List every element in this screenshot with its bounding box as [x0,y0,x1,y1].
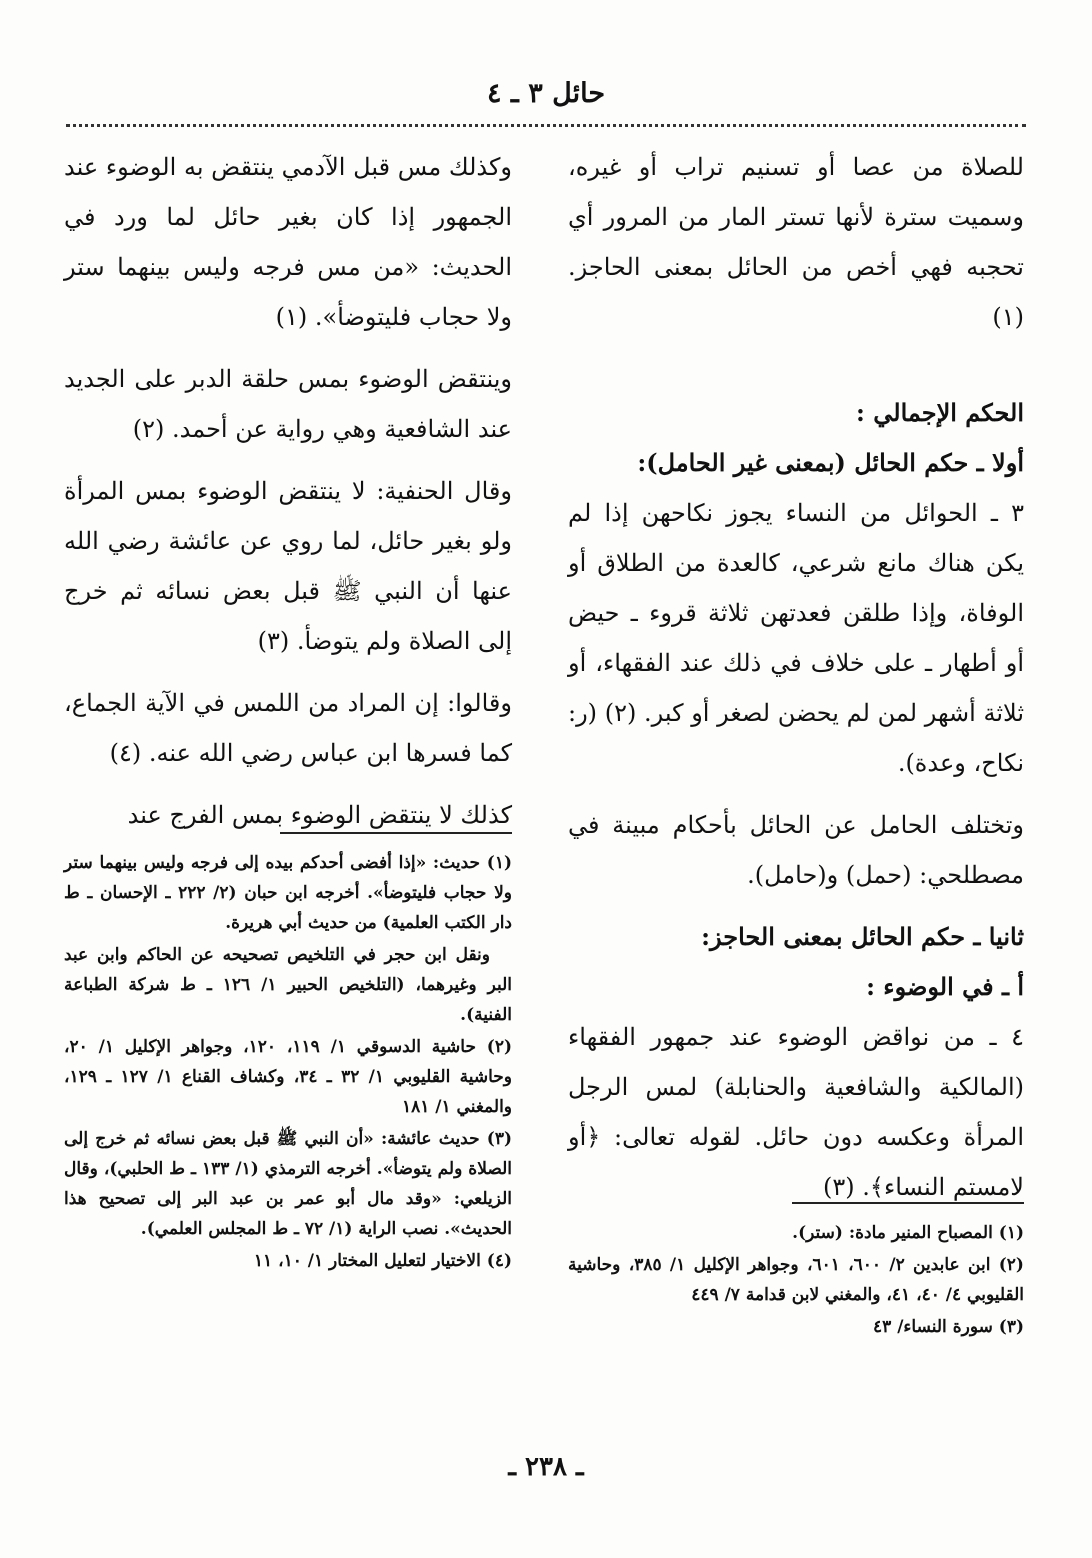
right-paragraph-differ: وتختلف الحامل عن الحائل بأحكام مبينة في مصطلحي: (حمل) و(حامل). [568,811,1024,889]
right-paragraph-4: ٤ ـ من نواقض الوضوء عند جمهور الفقهاء (المالكية والشافعية والحنابلة) لمس الرجل المرأة وعكسه دون حائل. لقوله تعالى: ﴿أو لامستم النساء﴾. (٣) [568,1023,1024,1201]
left-paragraph-4: وقالوا: إن المراد من اللمس في الآية الجماع، كما فسرها ابن عباس رضي الله عنه. (٤) [64,689,512,767]
left-column [64,142,512,1278]
running-head: حائل ٣ ـ ٤ [486,78,606,109]
page-number: ـ ٢٣٨ ـ [508,1452,584,1482]
right-main-text [568,142,1024,1202]
footnote-item: (٣) حديث عائشة: «أن النبي ﷺ قبل بعض نسائه ثم خرج إلى الصلاة ولم يتوضأ». أخرجه الترمذي (١/ ١٣٣ ـ ط الحلبي)، وقال الزيلعي: «وقد مال أبو عمر بن عبد البر إلى تصحيح هذا الحديث». نصب الراية (١/ ٧٢ ـ ط المجلس العلمي). [64,1129,512,1239]
right-paragraph-sutra: للصلاة من عصا أو تسنيم تراب أو غيره، وسميت سترة لأنها تستر المار من المرور أي تحجبه فهي أخص من الحائل بمعنى الحاجز. (١) [568,153,1024,331]
footnote-item: (١) المصباح المنير مادة: (ستر). [792,1223,1024,1243]
left-footnotes [64,848,512,1276]
left-paragraph-3: وقال الحنفية: لا ينتقض الوضوء بمس المرأة ولو بغير حائل، لما روي عن عائشة رضي الله عنها أن النبي ﷺ قبل بعض نسائه ثم خرج إلى الصلاة ولم يتوضأ. (٣) [64,477,512,655]
footnote-item: ونقل ابن حجر في التلخيص تصحيحه عن الحاكم وابن عبد البر وغيرهما، (التلخيص الحبير ١/ ١٢٦ ـ ط شركة الطباعة الفنية). [64,945,512,1025]
footnote-item: (١) حديث: «إذا أفضى أحدكم بيده إلى فرجه وليس بينهما ستر ولا حجاب فليتوضأ». أخرجه ابن حبان (٢/ ٢٢٢ ـ الإحسان ـ ط دار الكتب العلمية) من حديث أبي هريرة. [64,853,512,933]
footnote-item: (٢) ابن عابدين ٢/ ٦٠٠، ٦٠١، وجواهر الإكليل ١/ ٣٨٥، وحاشية القليوبي ٤/ ٤٠، ٤١، والمغني لابن قدامة ٧/ ٤٤٩ [568,1255,1024,1305]
heading-first-section: أولا ـ حكم الحائل (بمعنى غير الحامل): [637,448,1024,477]
header-dotted-rule [66,124,1026,127]
heading-second-section: ثانيا ـ حكم الحائل بمعنى الحاجز: [701,922,1024,951]
right-column [568,142,1024,1344]
footnote-item: (٢) حاشية الدسوقي ١/ ١١٩، ١٢٠، وجواهر الإكليل ١/ ٢٠، وحاشية القليوبي ١/ ٣٢ ـ ٣٤، وكشاف القناع ١/ ١٢٧ ـ ١٢٩، والمغني ١/ ١٨١ [64,1037,513,1117]
footnote-item: (٣) سورة النساء/ ٤٣ [873,1317,1024,1337]
footnote-item: (٤) الاختيار لتعليل المختار ١/ ١٠، ١١ [253,1251,512,1271]
left-paragraph-2: وينتقض الوضوء بمس حلقة الدبر على الجديد عند الشافعية وهي رواية عن أحمد. (٢) [64,365,512,443]
heading-wudu: أ ـ في الوضوء : [866,972,1024,1001]
left-main-text [64,142,512,832]
right-footnotes [568,1218,1024,1342]
left-paragraph-5: كذلك لا ينتقض الوضوء بمس الفرج عند [127,801,512,829]
left-paragraph-1: وكذلك مس قبل الآدمي ينتقض به الوضوء عند الجمهور إذا كان بغير حائل لما ورد في الحديث: «من مس فرجه وليس بينهما ستر ولا حجاب فليتوضأ». (١) [64,153,512,331]
heading-general-ruling: الحكم الإجمالي : [856,398,1024,427]
right-paragraph-3: ٣ ـ الحوائل من النساء يجوز نكاحهن إذا لم يكن هناك مانع شرعي، كالعدة من الطلاق أو الوفاة، وإذا طلقن فعدتهن ثلاثة قروء ـ حيض أو أطهار ـ على خلاف في ذلك عند الفقهاء، أو ثلاثة أشهر لمن لم يحضن لصغر أو كبر. (٢) (ر: نكاح، وعدة). [568,499,1025,777]
section-spacer [568,354,1024,388]
